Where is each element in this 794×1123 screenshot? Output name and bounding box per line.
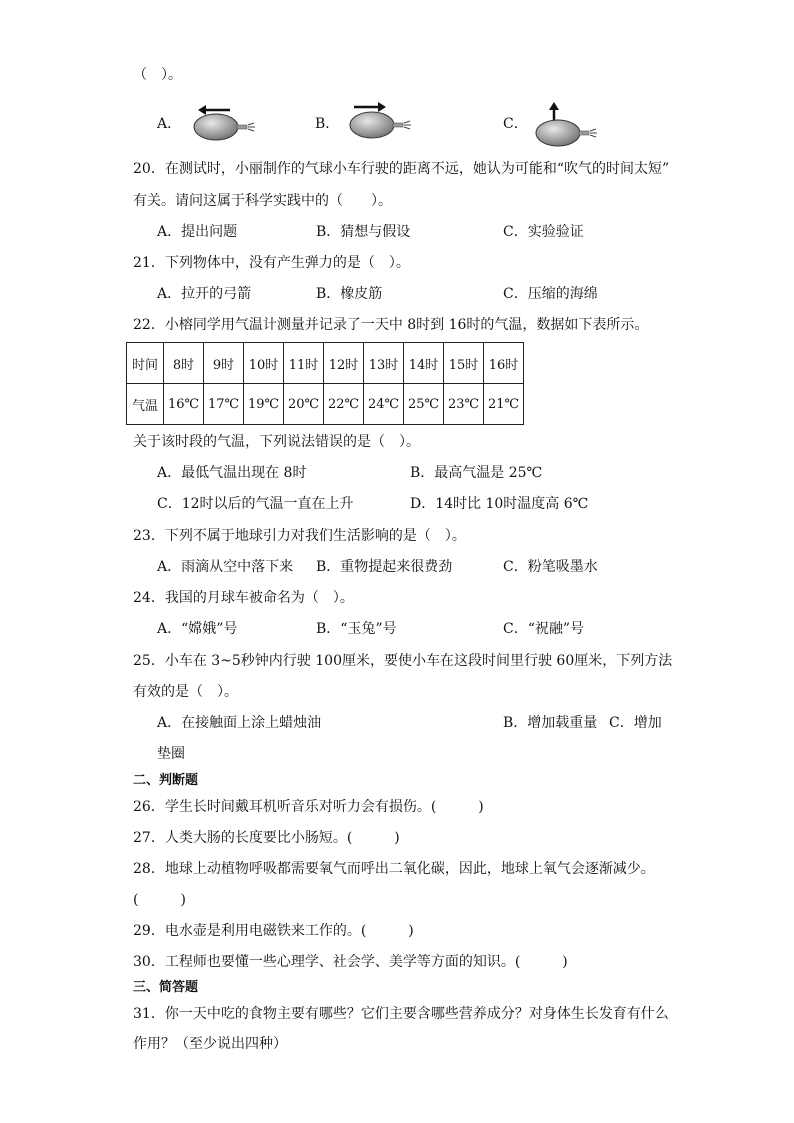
- q25-option-c: C．增加: [609, 715, 662, 731]
- q25-option-a: A．在接触面上涂上蜡烛油: [157, 715, 322, 731]
- q31-line2: 作用？（至少说出四种）: [133, 1036, 287, 1052]
- q20-line2: 有关。请问这属于科学实践中的（ ）。: [133, 193, 392, 209]
- table-cell: 8时: [164, 343, 204, 384]
- q20-option-b: B．猜想与假设: [316, 224, 411, 240]
- q29: 29．电水壶是利用电磁铁来工作的。( ): [133, 923, 414, 939]
- q22-question: 关于该时段的气温，下列说法错误的是（ ）。: [133, 434, 420, 450]
- table-cell: 15时: [444, 343, 484, 384]
- q28-line1: 28．地球上动植物呼吸都需要氧气而呼出二氧化碳，因此，地球上氧气会逐渐减少。: [133, 861, 655, 877]
- q22-stem: 22．小榕同学用气温计测量并记录了一天中 8时到 16时的气温，数据如下表所示。: [133, 317, 649, 333]
- section-short-answer-heading: 三、简答题: [133, 980, 199, 995]
- q27: 27．人类大肠的长度要比小肠短。( ): [133, 830, 400, 846]
- q19-option-c-label: C．: [503, 116, 528, 132]
- q25-line2: 有效的是（ ）。: [133, 684, 238, 700]
- table-cell: 22℃: [324, 384, 364, 425]
- table-cell: 9时: [204, 343, 244, 384]
- table-cell: 12时: [324, 343, 364, 384]
- table-cell: 21℃: [484, 384, 524, 425]
- q25-option-c-cont: 垫圈: [157, 746, 185, 762]
- q22-option-b: B．最高气温是 25℃: [410, 465, 543, 481]
- q19-option-b-label: B．: [315, 116, 340, 132]
- table-header-time: 时间: [127, 343, 164, 384]
- balloon-car-arrow-left-icon: [190, 100, 268, 146]
- table-cell: 11时: [284, 343, 324, 384]
- q24-option-b: B．“玉兔”号: [316, 621, 397, 637]
- table-cell: 14时: [404, 343, 444, 384]
- q21-option-c: C．压缩的海绵: [503, 286, 598, 302]
- q28-line2: ( ): [133, 892, 186, 908]
- q21-stem: 21．下列物体中，没有产生弹力的是（ ）。: [133, 255, 410, 271]
- table-cell: 25℃: [404, 384, 444, 425]
- q23-option-b: B．重物提起来很费劲: [316, 559, 453, 575]
- q24-option-a: A．“嫦娥”号: [157, 621, 238, 637]
- q21-option-a: A．拉开的弓箭: [157, 286, 252, 302]
- q19-tail: （ ）。: [133, 67, 182, 83]
- table-cell: 13时: [364, 343, 404, 384]
- q25-line1: 25．小车在 3~5秒钟内行驶 100厘米，要使小车在这段时间里行驶 60厘米，下列方法: [133, 653, 673, 669]
- balloon-car-arrow-right-icon: [346, 98, 426, 144]
- temperature-table: [126, 342, 524, 425]
- table-cell: 16时: [484, 343, 524, 384]
- q20-option-c: C．实验验证: [503, 224, 584, 240]
- table-cell: 16℃: [164, 384, 204, 425]
- q19-option-a-label: A．: [157, 116, 182, 132]
- q23-option-c: C．粉笔吸墨水: [503, 559, 598, 575]
- q22-option-a: A．最低气温出现在 8时: [157, 465, 307, 481]
- q30: 30．工程师也要懂一些心理学、社会学、美学等方面的知识。( ): [133, 954, 568, 970]
- table-header-temp: 气温: [127, 384, 164, 425]
- q21-option-b: B．橡皮筋: [316, 286, 383, 302]
- table-cell: 19℃: [244, 384, 284, 425]
- table-cell: 20℃: [284, 384, 324, 425]
- table-cell: 10时: [244, 343, 284, 384]
- q20-option-a: A．提出问题: [157, 224, 238, 240]
- q24-option-c: C．“祝融”号: [503, 621, 585, 637]
- q31-line1: 31．你一天中吃的食物主要有哪些？它们主要含哪些营养成分？对身体生长发育有什么: [133, 1006, 669, 1022]
- table-cell: 24℃: [364, 384, 404, 425]
- q23-option-a: A．雨滴从空中落下来: [157, 559, 294, 575]
- q22-option-d: D．14时比 10时温度高 6℃: [410, 496, 589, 512]
- q22-option-c: C．12时以后的气温一直在上升: [157, 496, 354, 512]
- q26: 26．学生长时间戴耳机听音乐对听力会有损伤。( ): [133, 799, 484, 815]
- table-row: [127, 384, 524, 425]
- q20-line1: 20．在测试时，小丽制作的气球小车行驶的距离不远，她认为可能和“吹气的时间太短”: [133, 161, 670, 177]
- table-cell: 17℃: [204, 384, 244, 425]
- table-row: [127, 343, 524, 384]
- q23-stem: 23．下列不属于地球引力对我们生活影响的是（ ）。: [133, 528, 466, 544]
- table-cell: 23℃: [444, 384, 484, 425]
- section-judgment-heading: 二、判断题: [133, 773, 199, 788]
- q25-option-b: B．增加载重量: [503, 715, 598, 731]
- q24-stem: 24．我国的月球车被命名为（ ）。: [133, 590, 354, 606]
- balloon-car-arrow-up-icon: [532, 100, 612, 150]
